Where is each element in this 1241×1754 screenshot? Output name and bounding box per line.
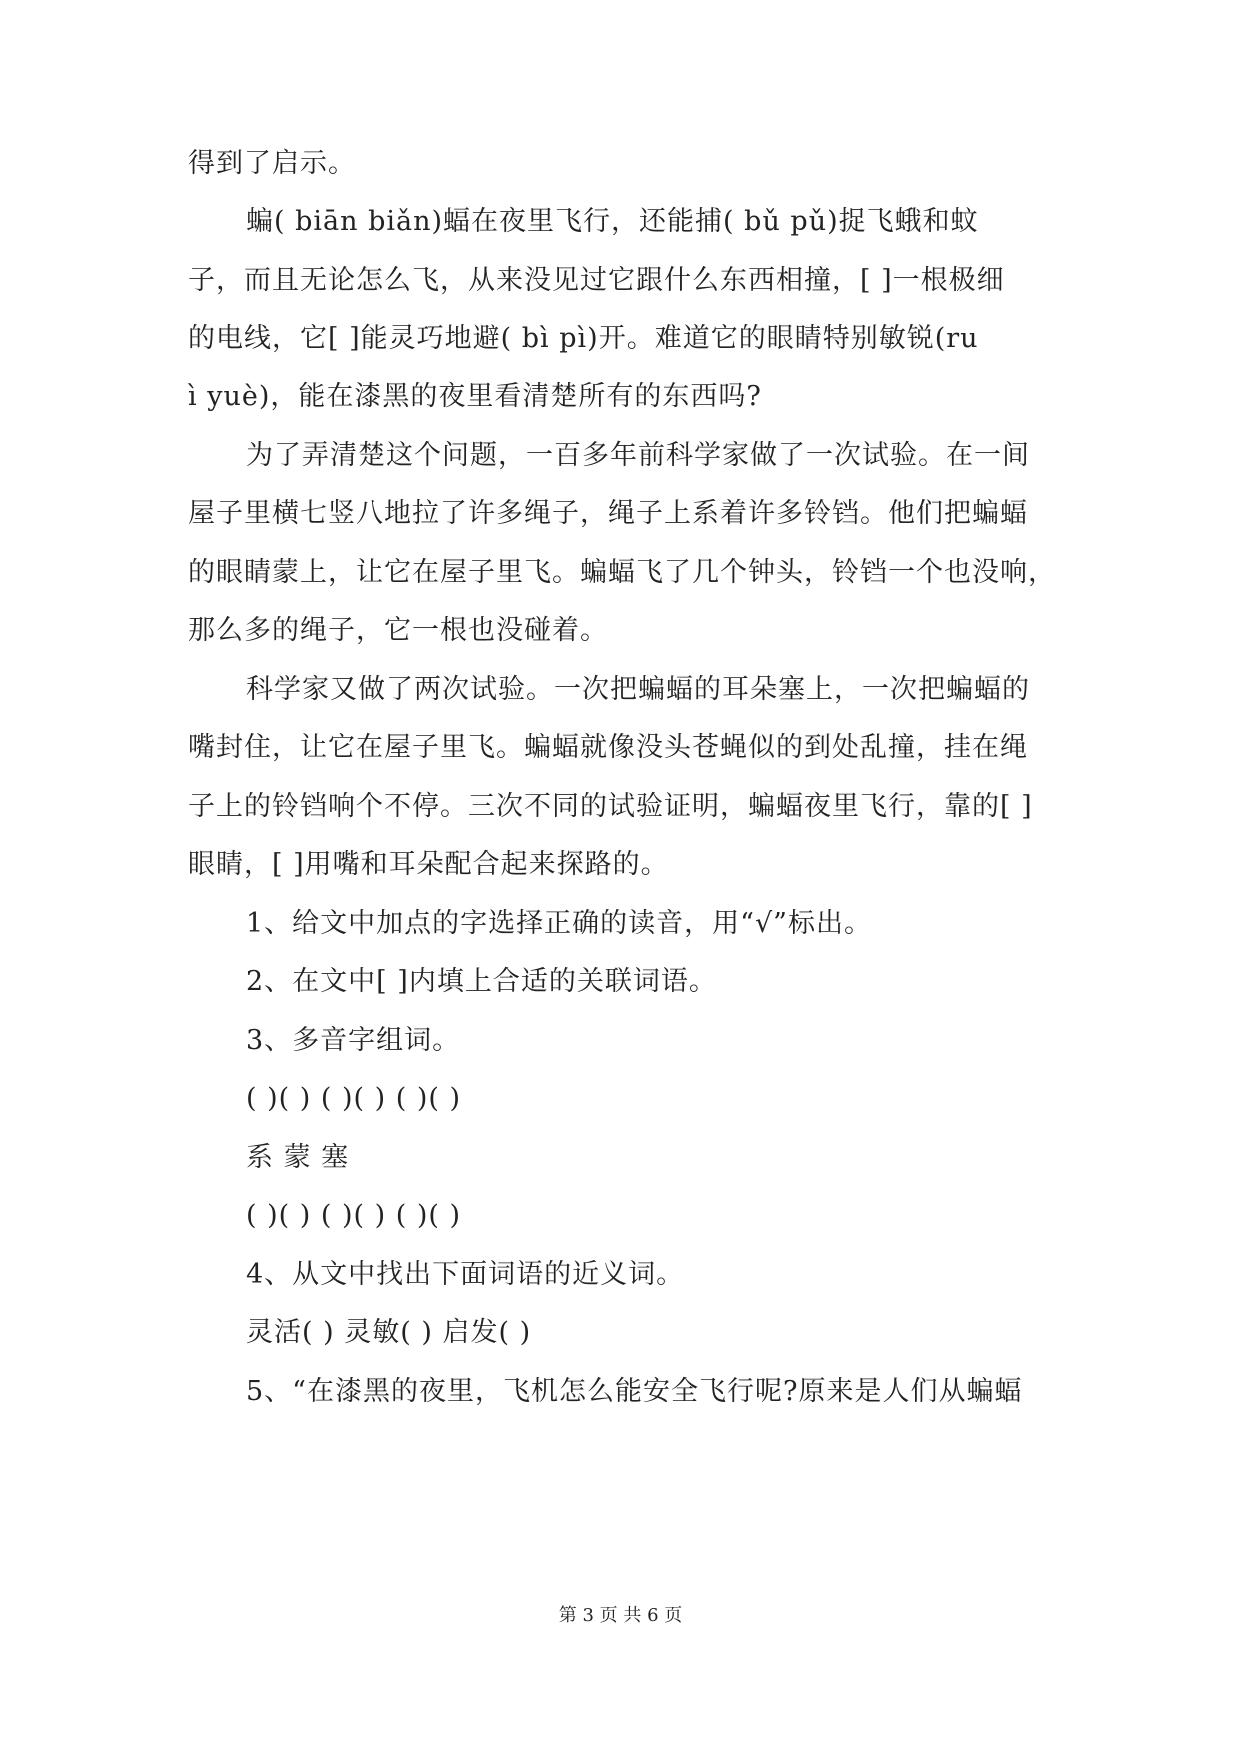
text-line: 眼睛，[ ]用嘴和耳朵配合起来探路的。 <box>188 849 669 880</box>
text-line: 那么多的绳子，它一根也没碰着。 <box>188 615 608 646</box>
text-line: 嘴封住，让它在屋子里飞。蝙蝠就像没头苍蝇似的到处乱撞，挂在绳 <box>188 732 1028 763</box>
text-line: 子，而且无论怎么飞，从来没见过它跟什么东西相撞，[ ]一根极细 <box>188 265 1005 296</box>
question-line: 4、从文中找出下面词语的近义词。 <box>246 1259 685 1290</box>
text-line: 科学家又做了两次试验。一次把蝙蝠的耳朵塞上，一次把蝙蝠的 <box>246 674 1030 705</box>
text-line: ì yuè)，能在漆黑的夜里看清楚所有的东西吗? <box>188 381 762 412</box>
text-line: 蝙( biān biǎn)蝠在夜里飞行，还能捕( bǔ pǔ)捉飞蛾和蚊 <box>246 206 979 237</box>
blank-line: ( )( ) ( )( ) ( )( ) <box>246 1200 462 1231</box>
question-line: 5、“在漆黑的夜里，飞机怎么能安全飞行呢?原来是人们从蝙蝠 <box>246 1376 1023 1407</box>
blank-line: 灵活( ) 灵敏( ) 启发( ) <box>246 1317 532 1348</box>
text-line: 系 蒙 塞 <box>246 1142 350 1173</box>
text-line: 屋子里横七竖八地拉了许多绳子，绳子上系着许多铃铛。他们把蝙蝠 <box>188 498 1028 529</box>
question-line: 2、在文中[ ]内填上合适的关联词语。 <box>246 966 717 997</box>
text-line: 为了弄清楚这个问题，一百多年前科学家做了一次试验。在一间 <box>246 440 1030 471</box>
text-line: 的电线，它[ ]能灵巧地避( bì pì)开。难道它的眼睛特别敏锐(ru <box>188 323 979 354</box>
blank-line: ( )( ) ( )( ) ( )( ) <box>246 1083 462 1114</box>
text-line: 的眼睛蒙上，让它在屋子里飞。蝙蝠飞了几个钟头，铃铛一个也没响， <box>188 557 1056 588</box>
text-line: 得到了启示。 <box>188 148 356 179</box>
page-footer: 第 3 页 共 6 页 <box>558 1605 683 1626</box>
text-line: 子上的铃铛响个不停。三次不同的试验证明，蝙蝠夜里飞行，靠的[ ] <box>188 791 1033 822</box>
question-line: 1、给文中加点的字选择正确的读音，用“√”标出。 <box>246 908 872 939</box>
question-line: 3、多音字组词。 <box>246 1025 461 1056</box>
